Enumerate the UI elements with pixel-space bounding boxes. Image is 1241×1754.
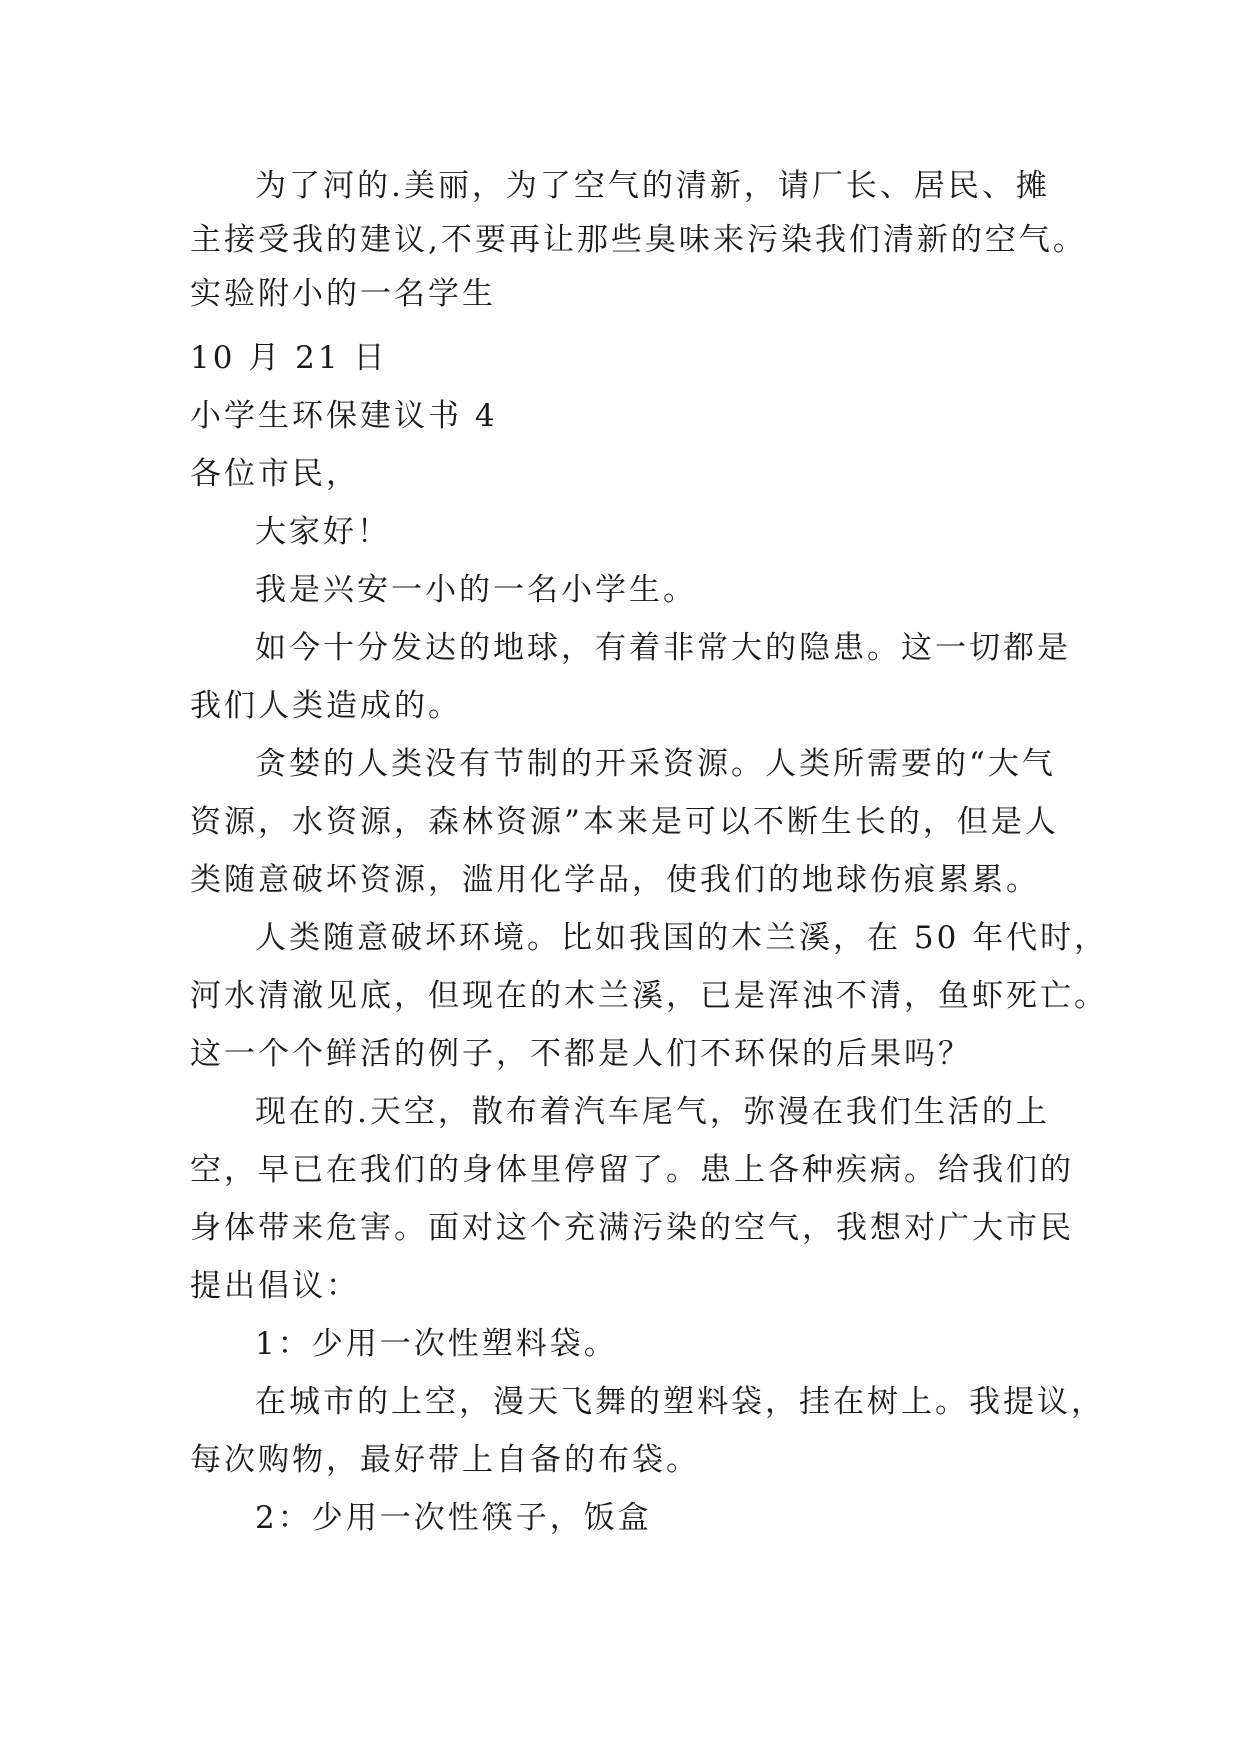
paragraph-line: 提出倡议： xyxy=(190,1268,360,1304)
paragraph-line: 资源，水资源，森林资源”本来是可以不断生长的，但是人 xyxy=(190,804,1059,840)
list-item: 2：少用一次性筷子，饭盒 xyxy=(255,1500,652,1536)
salutation: 各位市民， xyxy=(190,456,360,492)
paragraph-line: 空，早已在我们的身体里停留了。患上各种疾病。给我们的 xyxy=(190,1152,1074,1188)
section-title: 小学生环保建议书 4 xyxy=(190,398,498,434)
date-line: 10 月 21 日 xyxy=(190,340,388,376)
paragraph-line: 我是兴安一小的一名小学生。 xyxy=(255,572,697,608)
paragraph-line: 贪婪的人类没有节制的开采资源。人类所需要的“大气 xyxy=(255,746,1056,782)
paragraph-line: 河水清澈见底，但现在的木兰溪，已是浑浊不清，鱼虾死亡。 xyxy=(190,978,1108,1014)
paragraph-line: 为了河的.美丽，为了空气的清新，请厂长、居民、摊 xyxy=(255,168,1050,204)
paragraph-line: 我们人类造成的。 xyxy=(190,688,462,724)
paragraph-line: 每次购物，最好带上自备的布袋。 xyxy=(190,1442,700,1478)
paragraph-line: 身体带来危害。面对这个充满污染的空气，我想对广大市民 xyxy=(190,1210,1074,1246)
paragraph-line: 这一个个鲜活的例子，不都是人们不环保的后果吗？ xyxy=(190,1036,972,1072)
paragraph-line: 现在的.天空，散布着汽车尾气，弥漫在我们生活的上 xyxy=(255,1094,1050,1130)
paragraph-line: 类随意破坏资源，滥用化学品，使我们的地球伤痕累累。 xyxy=(190,862,1040,898)
greeting: 大家好！ xyxy=(255,514,391,550)
list-item: 1：少用一次性塑料袋。 xyxy=(255,1326,618,1362)
paragraph-line: 主接受我的建议,不要再让那些臭味来污染我们清新的空气。 xyxy=(190,222,1087,258)
paragraph-line: 如今十分发达的地球，有着非常大的隐患。这一切都是 xyxy=(255,630,1071,666)
paragraph-line: 在城市的上空，漫天飞舞的塑料袋，挂在树上。我提议， xyxy=(255,1384,1105,1420)
signature-line: 实验附小的一名学生 xyxy=(190,276,496,312)
paragraph-line: 人类随意破坏环境。比如我国的木兰溪，在 50 年代时， xyxy=(255,920,1109,956)
